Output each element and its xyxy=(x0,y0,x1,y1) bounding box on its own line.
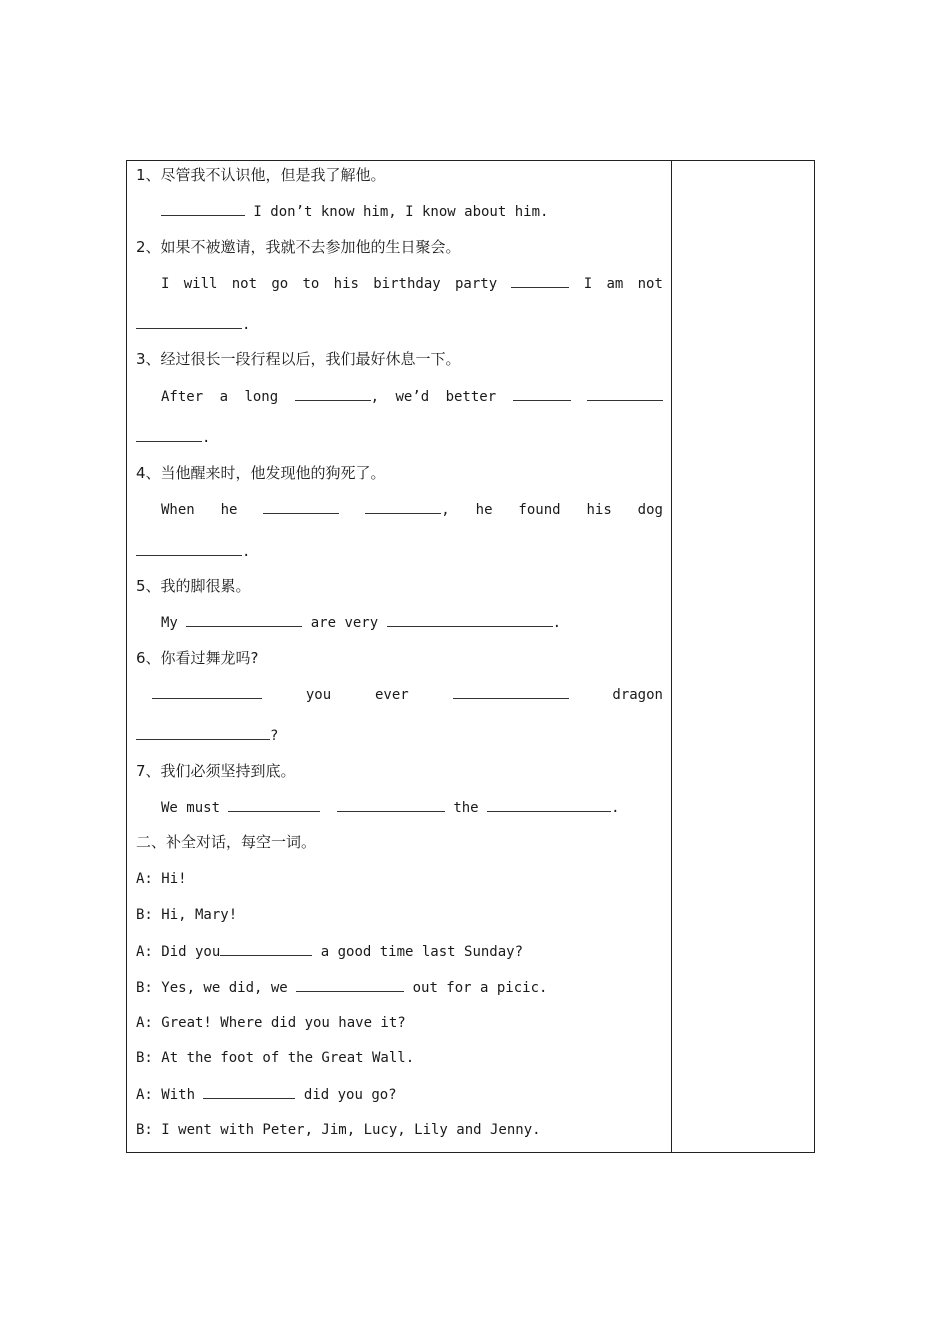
answer-blank[interactable] xyxy=(136,427,202,442)
item-6-chinese: 6、你看过舞龙吗? xyxy=(136,649,259,667)
answer-blank[interactable] xyxy=(296,977,404,992)
answer-blank[interactable] xyxy=(220,941,312,956)
answer-blank[interactable] xyxy=(365,499,441,514)
item-7-chinese: 7、我们必须坚持到底。 xyxy=(136,762,296,780)
exercise-table xyxy=(126,160,815,1153)
item-2-chinese: 2、如果不被邀请，我就不去参加他的生日聚会。 xyxy=(136,238,461,256)
item-1-chinese: 1、尽管我不认识他，但是我了解他。 xyxy=(136,166,386,184)
item-4-chinese: 4、当他醒来时，他发现他的狗死了。 xyxy=(136,464,386,482)
item-4-english: When he , he found his dog xyxy=(136,499,663,520)
item-5-chinese: 5、我的脚很累。 xyxy=(136,577,251,595)
answer-blank[interactable] xyxy=(203,1084,295,1099)
answer-blank[interactable] xyxy=(228,797,320,812)
answer-blank[interactable] xyxy=(152,684,262,699)
dialogue-line: A: With did you go? xyxy=(136,1084,663,1105)
item-3-chinese: 3、经过很长一段行程以后，我们最好休息一下。 xyxy=(136,350,461,368)
item-1-english: I don’t know him, I know about him. xyxy=(136,201,663,222)
answer-blank[interactable] xyxy=(511,273,569,288)
item-3-english: After a long , we’d better xyxy=(136,386,663,407)
answer-blank[interactable] xyxy=(136,725,270,740)
answer-blank[interactable] xyxy=(295,386,371,401)
dialogue-line: B: Yes, we did, we out for a picic. xyxy=(136,977,663,998)
answer-blank[interactable] xyxy=(387,612,553,627)
dialogue-line: B: Hi, Mary! xyxy=(136,907,238,923)
item-2-english-cont: . xyxy=(136,314,663,335)
dialogue-line: A: Did you a good time last Sunday? xyxy=(136,941,663,962)
item-6-english-cont: ? xyxy=(136,725,663,746)
column-divider xyxy=(671,161,672,1152)
answer-blank[interactable] xyxy=(186,612,302,627)
answer-blank[interactable] xyxy=(263,499,339,514)
item-4-english-cont: . xyxy=(136,541,663,562)
answer-blank[interactable] xyxy=(161,201,245,216)
item-2-english: I will not go to his birthday party I am not xyxy=(136,273,663,294)
section-2-title: 二、补全对话，每空一词。 xyxy=(136,833,317,851)
answer-blank[interactable] xyxy=(453,684,569,699)
item-3-english-cont: . xyxy=(136,427,663,448)
dialogue-line: A: Great! Where did you have it? xyxy=(136,1015,406,1031)
answer-blank[interactable] xyxy=(513,386,571,401)
answer-blank[interactable] xyxy=(136,541,242,556)
item-5-english: My are very . xyxy=(136,612,663,633)
answer-blank[interactable] xyxy=(136,314,242,329)
item-6-english: you ever dragon xyxy=(136,684,663,705)
dialogue-line: B: At the foot of the Great Wall. xyxy=(136,1050,415,1066)
dialogue-line: B: I went with Peter, Jim, Lucy, Lily and Jenny. xyxy=(136,1122,541,1138)
answer-blank[interactable] xyxy=(487,797,611,812)
item-7-english: We must the . xyxy=(136,797,663,818)
dialogue-line: A: Hi! xyxy=(136,871,187,887)
answer-blank[interactable] xyxy=(587,386,663,401)
answer-blank[interactable] xyxy=(337,797,445,812)
